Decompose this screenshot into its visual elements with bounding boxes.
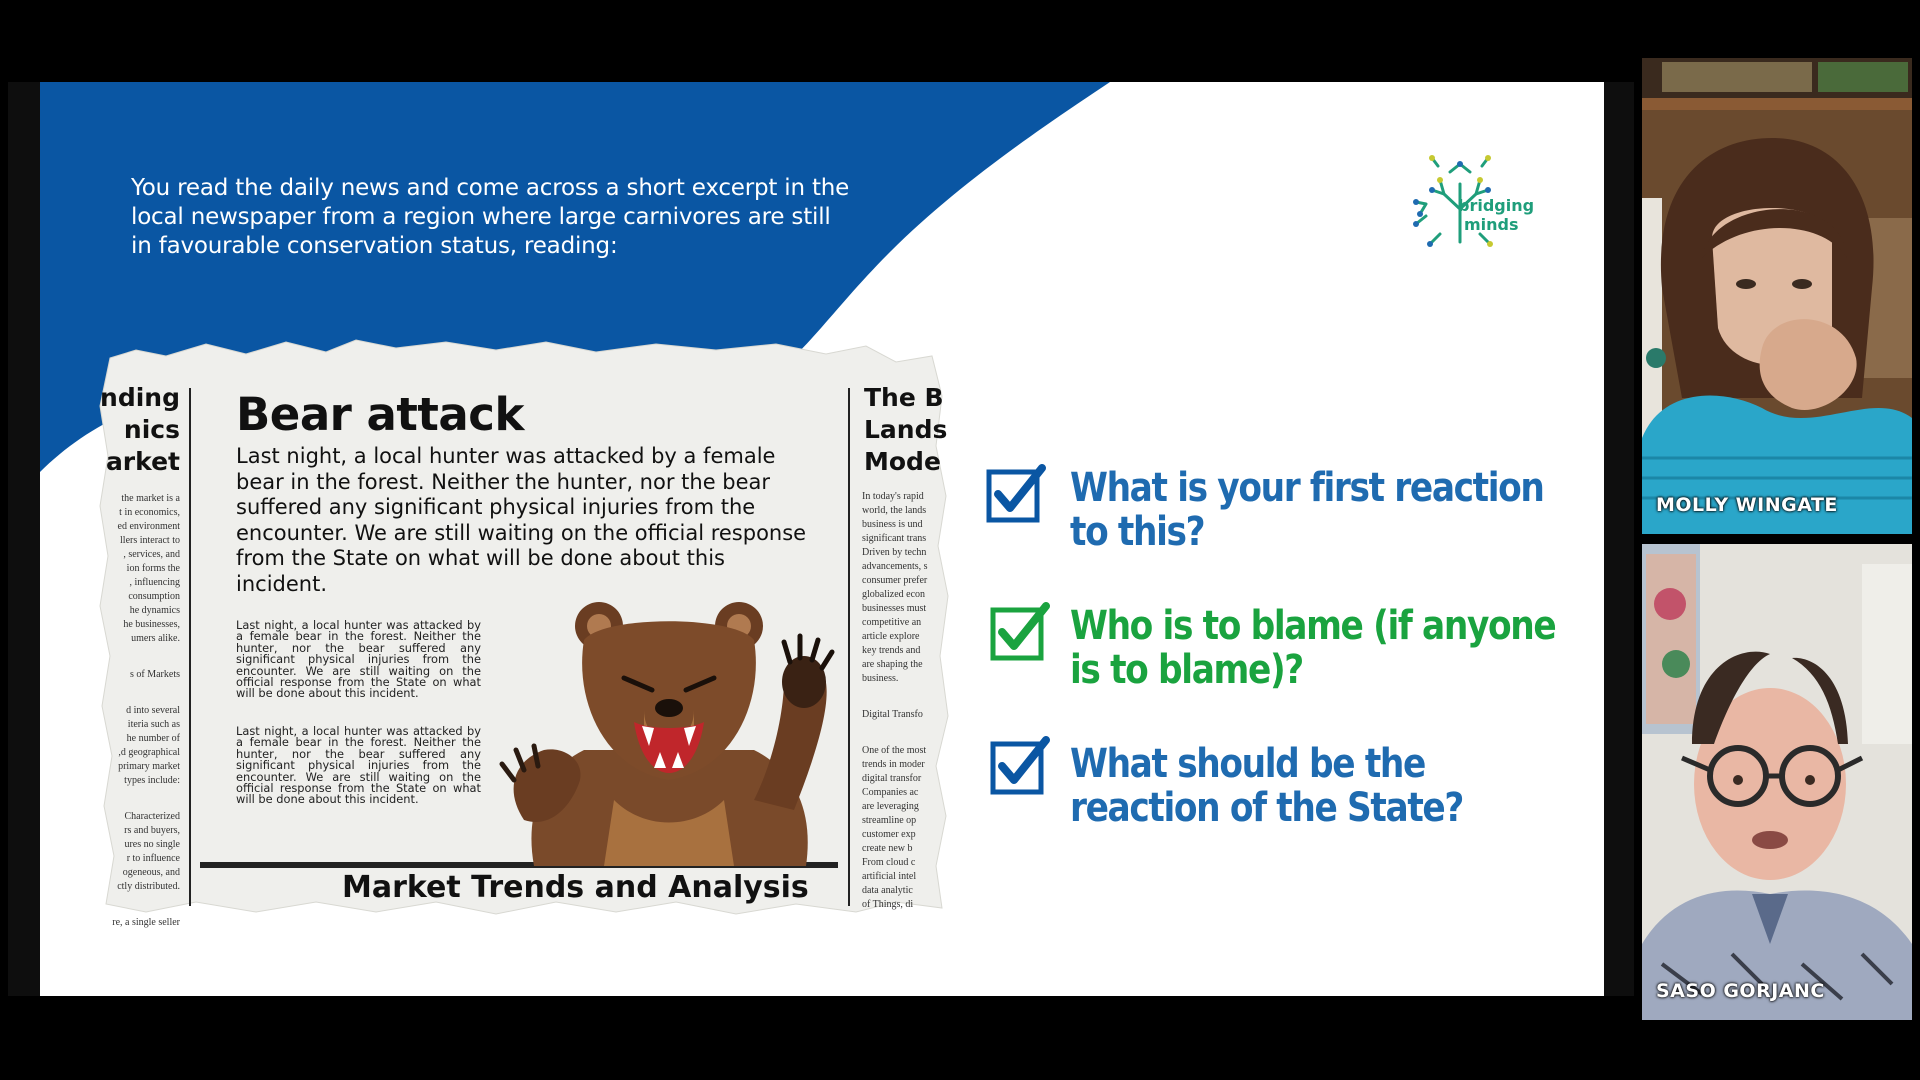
checkbox-check-icon — [990, 602, 1052, 662]
column-divider-right — [848, 388, 850, 906]
question-3-line-1: What should be the — [1070, 741, 1425, 787]
participant-video-feed — [1642, 544, 1912, 1020]
left-column-text — [56, 478, 180, 952]
article-lead: Last night, a local hunter was attacked by a female bear in the forest. Neither the hunter, nor the bear suffered any significant physical injuries from the encounter. We are still waiting on the official response from the State on what will be done about this incident. — [236, 444, 807, 596]
right-headline-line-2: Lands — [864, 415, 948, 444]
right-column-paragraph-2: Digital Transfo — [862, 709, 923, 720]
left-column-paragraph-5: re, a single seller — [112, 917, 180, 928]
question-1-line-1: What is your first reaction — [1070, 465, 1544, 511]
participant-video-feed — [1642, 58, 1912, 534]
article-paragraph-1: Last night, a local hunter was attacked by a female bear in the forest. Neither the hunter, nor the bear suffered any significant physical injuries from the encounter. We are still waiting on the official response from the State on what will be done about this incident. — [236, 618, 481, 701]
logo-line-1: bridging — [1458, 196, 1535, 215]
intro-text: You read the daily news and come across a short excerpt in the local newspaper from a region where large carnivores are still in favourable conservation status, reading: — [131, 175, 850, 259]
right-column-headline — [864, 382, 954, 478]
question-3 — [1070, 742, 1463, 830]
article-paragraph-2: Last night, a local hunter was attacked by a female bear in the forest. Neither the hunter, nor the bear suffered any significant physical injuries from the encounter. We are still waiting on the official response from the State on what will be done about this incident. — [236, 724, 481, 807]
question-1-line-2: to this? — [1070, 509, 1205, 555]
logo-wordmark — [1458, 196, 1534, 234]
slide-left-edge — [8, 82, 40, 996]
checkbox-check-icon — [990, 736, 1052, 796]
participant-tile-molly[interactable] — [1642, 58, 1912, 534]
left-column-paragraph-3: d into several iteria such as he number of ,d geographical primary market types include: — [118, 705, 180, 786]
question-1 — [1070, 466, 1544, 554]
left-column-paragraph-4: Characterized rs and buyers, ures no single r to influence ogeneous, and ctly distributed. — [117, 811, 180, 892]
checkbox-check-icon — [986, 464, 1048, 524]
left-column-paragraph-2: s of Markets — [130, 669, 180, 680]
right-headline-line-1: The B — [864, 383, 944, 412]
left-headline-line-1: nding — [100, 383, 180, 412]
right-column-text — [862, 476, 954, 934]
bottom-headline: Market Trends and Analysis — [342, 870, 809, 905]
column-divider-left — [189, 388, 191, 906]
slide-right-edge — [1604, 82, 1634, 996]
participant-name: SASO GORJANC — [1656, 980, 1825, 1002]
question-2-line-2: is to blame)? — [1070, 647, 1303, 693]
participant-tile-saso[interactable] — [1642, 544, 1912, 1020]
bear-illustration-icon — [494, 600, 844, 866]
right-column-paragraph-3: One of the most trends in moder digital transfor Companies ac are leveraging streamline op customer exp create new b From cloud c artificial intel data analytic of Things, di — [862, 745, 927, 910]
question-3-line-2: reaction of the State? — [1070, 785, 1463, 831]
logo-line-2: minds — [1464, 215, 1519, 234]
question-2-line-1: Who is to blame (if anyone — [1070, 603, 1556, 649]
left-column-paragraph-1: the market is a t in economics, ed environment llers interact to , services, and ion forms the , influencing consumption he dynamics he businesses, umers alike. — [117, 493, 180, 644]
left-headline-line-3: arket — [105, 447, 180, 476]
right-column-paragraph-1: In today's rapid world, the lands business is und significant trans Driven by techn advancements, s consumer prefer globalized econ businesses must competitive an article explore key trends and are shaping the business. — [862, 491, 928, 684]
left-headline-line-2: nics — [123, 415, 180, 444]
question-2 — [1070, 604, 1555, 692]
article-title: Bear attack — [236, 388, 524, 441]
right-headline-line-3: Mode — [864, 447, 941, 476]
participant-name: MOLLY WINGATE — [1656, 494, 1838, 516]
left-column-headline — [40, 382, 180, 478]
